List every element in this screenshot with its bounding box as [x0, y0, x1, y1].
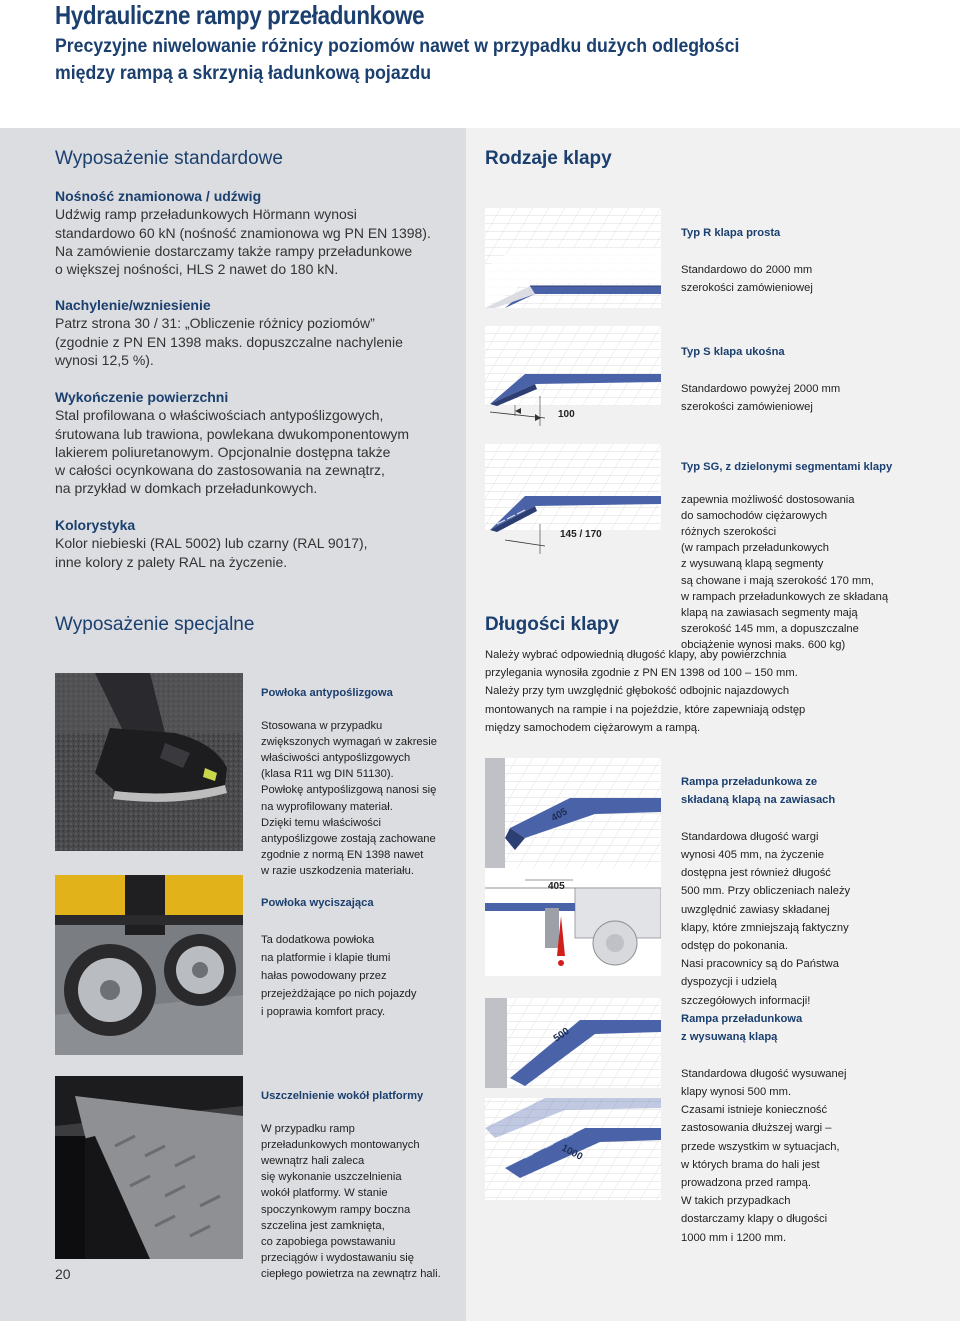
- lip-type-sg-caption: [681, 443, 921, 654]
- right-panel: [466, 128, 960, 1321]
- hinged-lip-dimension-bottom: 405: [548, 881, 565, 892]
- surface-finish-block: [55, 388, 460, 498]
- page-number: 20: [55, 1266, 71, 1282]
- colour-block: [55, 516, 455, 571]
- lip-type-sg-text: zapewnia możliwość dostosowania do samochodów ciężarowych różnych szerokości (w rampach przeładunkowych z wysuwaną klapą segmenty są chowane i mają szerokość 170 mm, w rampach przeładunkowych ze składaną klapą na zawiasach segmenty mają szerokość 145 mm, a dopuszczalne obciążenie wynosi maks. 600 kg): [681, 493, 889, 652]
- hinged-lip-title: Rampa przeładunkowa ze składaną klapą na zawiasach: [681, 776, 836, 807]
- page-subtitle: Precyzyjne niwelowanie różnicy poziomów nawet w przypadku dużych odległości między rampą a skrzynią ładunkową pojazdu: [55, 36, 740, 84]
- telescopic-lip-diagram: [485, 998, 661, 1200]
- lip-type-r-text: Standardowo do 2000 mm szerokości zamówieniowej: [681, 263, 813, 294]
- surface-finish-text: Stal profilowana o właściwościach antypoślizgowych, śrutowana lub trawiona, powlekana dwukomponentowym lakierem poliuretanowym. Opcjonalnie dostępna także w całości ocynkowana do zastosowania na zewnątrz, na przykład w domkach przeładunkowych.: [55, 407, 410, 497]
- lip-type-s-caption: [681, 325, 911, 416]
- lip-type-s-title: Typ S klapa ukośna: [681, 346, 785, 359]
- lip-type-sg-diagram: [485, 444, 661, 564]
- lip-type-r-caption: [681, 206, 911, 297]
- hinged-lip-caption: [681, 755, 921, 1010]
- colour-title: Kolorystyka: [55, 517, 136, 533]
- noise-reduction-title: Powłoka wyciszająca: [261, 897, 374, 910]
- lip-type-r-title: Typ R klapa prosta: [681, 227, 781, 240]
- special-equipment-heading: Wyposażenie specjalne: [55, 614, 255, 635]
- telescopic-lip-text: Standardowa długość wysuwanej klapy wynosi 500 mm. Czasami istnieje konieczność zastosowania dłuższej wargi – przede wszystkim w sytuacjach, w których brama do hali jest prowadzona przed rampą. W takich przypadkach dostarczamy klapy o długości 1000 mm i 1200 mm.: [681, 1067, 847, 1244]
- noise-reduction-photo: [55, 875, 243, 1055]
- lip-lengths-intro: Należy wybrać odpowiednią długość klapy, aby powierzchnia przylegania wynosiła zgodnie z PN EN 1398 od 100 – 150 mm. Należy przy tym uwzględnić głębokość odbojnic najazdowych montowanych na rampie i na pojeździe, które zapewniają odstęp między samochodem ciężarowym a rampą.: [485, 649, 806, 734]
- lip-type-s-dimension: 100: [558, 409, 575, 420]
- noise-reduction-text: Ta dodatkowa powłoka na platformie i klapie tłumi hałas powodowany przez przejeżdżające po nich pojazdy i poprawia komfort pracy.: [261, 933, 417, 1019]
- telescopic-lip-caption: [681, 992, 921, 1247]
- colour-text: Kolor niebieski (RAL 5002) lub czarny (RAL 9017), inne kolory z palety RAL na życzenie.: [55, 535, 368, 570]
- left-panel: [0, 128, 466, 1321]
- telescopic-lip-dimension-top: 500: [551, 1025, 572, 1045]
- slope-text: Patrz strona 30 / 31: „Obliczenie różnicy poziomów” (zgodnie z PN EN 1398 maks. dopuszczalne nachylenie wynosi 12,5 %).: [55, 315, 403, 368]
- surface-finish-title: Wykończenie powierzchni: [55, 389, 229, 405]
- lip-type-r-diagram: [485, 208, 661, 308]
- anti-slip-title: Powłoka antypoślizgowa: [261, 687, 393, 700]
- page-title: Hydrauliczne rampy przeładunkowe: [55, 0, 425, 30]
- page-header: [0, 0, 960, 128]
- lip-type-s-text: Standardowo powyżej 2000 mm szerokości zamówieniowej: [681, 382, 841, 413]
- slope-title: Nachylenie/wzniesienie: [55, 297, 211, 313]
- platform-seal-title: Uszczelnienie wokół platformy: [261, 1090, 424, 1103]
- rated-load-text: Udźwig ramp przeładunkowych Hörmann wynosi standardowo 60 kN (nośność znamionowa wg PN EN 1398). Na zamówienie dostarczamy także rampy przeładunkowe o większej nośności, HLS 2 nawet do 180 kN.: [55, 206, 431, 278]
- anti-slip-photo: [55, 673, 243, 851]
- hinged-lip-dimension-top: 405: [549, 806, 570, 825]
- standard-equipment-heading: Wyposażenie standardowe: [55, 148, 283, 169]
- lip-type-sg-dimension: 145 / 170: [560, 529, 602, 540]
- lip-types-heading: Rodzaje klapy: [485, 148, 612, 169]
- hinged-lip-diagram: [485, 758, 661, 976]
- telescopic-lip-dimension-bottom: 1000: [559, 1142, 585, 1163]
- hinged-lip-text: Standardowa długość wargi wynosi 405 mm, na życzenie dostępna jest również długość 500 mm. Przy obliczeniach należy uwzględnić zawiasy składanej klapy, które zmniejszają faktyczny odstęp do pokonania. Nasi pracownicy są do Państwa dyspozycji i udzielą szczegółowych informacji!: [681, 830, 851, 1007]
- rated-load-title: Nośność znamionowa / udźwig: [55, 188, 262, 204]
- telescopic-lip-title: Rampa przeładunkowa z wysuwaną klapą: [681, 1013, 803, 1044]
- platform-seal-text: W przypadku ramp przeładunkowych montowanych wewnątrz hali zaleca się wykonanie uszczelnienia wokół platformy. W stanie spoczynkowym rampy boczna szczelina jest zamknięta, co zapobiega powstawaniu przeciągów i wydostawaniu się ciepłego powietrza na zewnątrz hali.: [261, 1122, 441, 1281]
- noise-reduction-caption: [261, 876, 461, 1022]
- anti-slip-caption: [261, 669, 461, 880]
- slope-block: [55, 296, 455, 369]
- platform-seal-photo: [55, 1076, 243, 1259]
- lip-lengths-heading: Długości klapy: [485, 614, 620, 635]
- platform-seal-caption: [261, 1072, 466, 1283]
- lip-type-sg-title: Typ SG, z dzielonymi segmentami klapy: [681, 461, 893, 474]
- rated-load-block: [55, 187, 455, 278]
- anti-slip-text: Stosowana w przypadku zwiększonych wymagań w zakresie właściwości antypoślizgowych (klasa R11 wg DIN 51130). Powłokę antypoślizgową nanosi się na wyprofilowany materiał. Dzięki temu właściwości antypoślizgowe zostają zachowane zgodnie z normą EN 1398 nawet w razie uszkodzenia materiału.: [261, 719, 437, 878]
